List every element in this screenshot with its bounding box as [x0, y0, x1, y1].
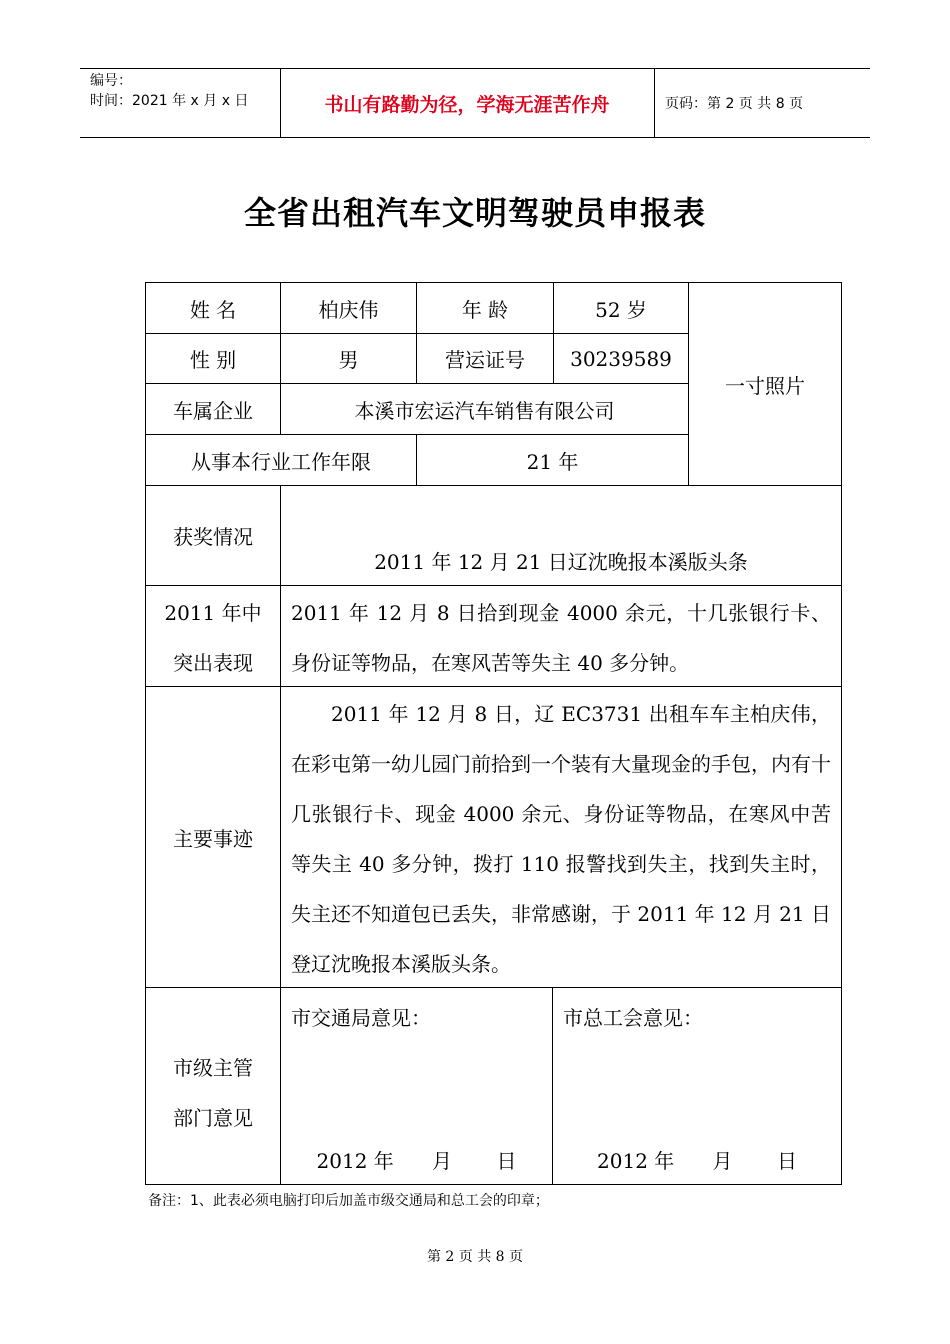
union-opinion-label: 市总工会意见： — [563, 1006, 703, 1030]
deeds-label: 主要事迹 — [145, 686, 281, 988]
awards-value: 2011 年 12 月 21 日辽沈晚报本溪版头条 — [280, 485, 842, 586]
age-label: 年 龄 — [416, 282, 554, 334]
name-value: 柏庆伟 — [280, 282, 417, 334]
serial-label: 编号： — [90, 73, 132, 89]
union-opinion-date: 2012 年 月 日 — [597, 1149, 797, 1173]
transport-opinion-label: 市交通局意见： — [291, 1006, 431, 1030]
license-label: 营运证号 — [416, 333, 554, 384]
years-value: 21 年 — [416, 434, 689, 486]
header-page-code: 页码：第 2 页 共 8 页 — [665, 96, 804, 112]
years-label: 从事本行业工作年限 — [145, 434, 417, 486]
name-label: 姓 名 — [145, 282, 281, 334]
time-label: 时间：2021 年 x 月 x 日 — [90, 93, 249, 109]
gender-value: 男 — [280, 333, 417, 384]
page-title: 全省出租汽车文明驾驶员申报表 — [243, 194, 706, 232]
application-form-table — [145, 282, 842, 1185]
company-value: 本溪市宏运汽车销售有限公司 — [280, 383, 689, 435]
page-footer: 第 2 页 共 8 页 — [426, 1249, 524, 1265]
gender-label: 性 别 — [145, 333, 281, 384]
header-meta — [80, 69, 280, 137]
union-opinion-box — [552, 987, 842, 1185]
awards-label: 获奖情况 — [145, 485, 281, 586]
deeds-value: 2011 年 12 月 8 日，辽 EC3731 出租车车主柏庆伟，在彩屯第一幼儿园门前拾到一个装有大量现金的手包，内有十几张银行卡、现金 4000 余元、身份证等物品，在寒风中苦等失主 40 多分钟，拨打 110 报警找到失主，找到失主时，失主还不知道包已丢失，非常感谢，于 2011 年 12 月 21 日登辽沈晚报本溪版头条。 — [280, 686, 842, 988]
performance-label: 2011 年中突出表现 — [145, 585, 281, 687]
header-motto: 书山有路勤为径，学海无涯苦作舟 — [324, 93, 610, 116]
company-label: 车属企业 — [145, 383, 281, 435]
age-value: 52 岁 — [553, 282, 689, 334]
dept-opinion-label: 市级主管部门意见 — [145, 987, 281, 1185]
page-header — [80, 68, 870, 138]
license-value: 30239589 — [553, 333, 689, 384]
header-divider — [654, 69, 655, 137]
performance-value: 2011 年 12 月 8 日拾到现金 4000 余元，十几张银行卡、身份证等物品，在寒风苦等失主 40 多分钟。 — [280, 585, 842, 687]
transport-opinion-box — [280, 987, 553, 1185]
photo-placeholder: 一寸照片 — [688, 282, 842, 486]
transport-opinion-date: 2012 年 月 日 — [316, 1149, 517, 1173]
footnote: 备注：1、此表必须电脑打印后加盖市级交通局和总工会的印章； — [148, 1193, 549, 1209]
